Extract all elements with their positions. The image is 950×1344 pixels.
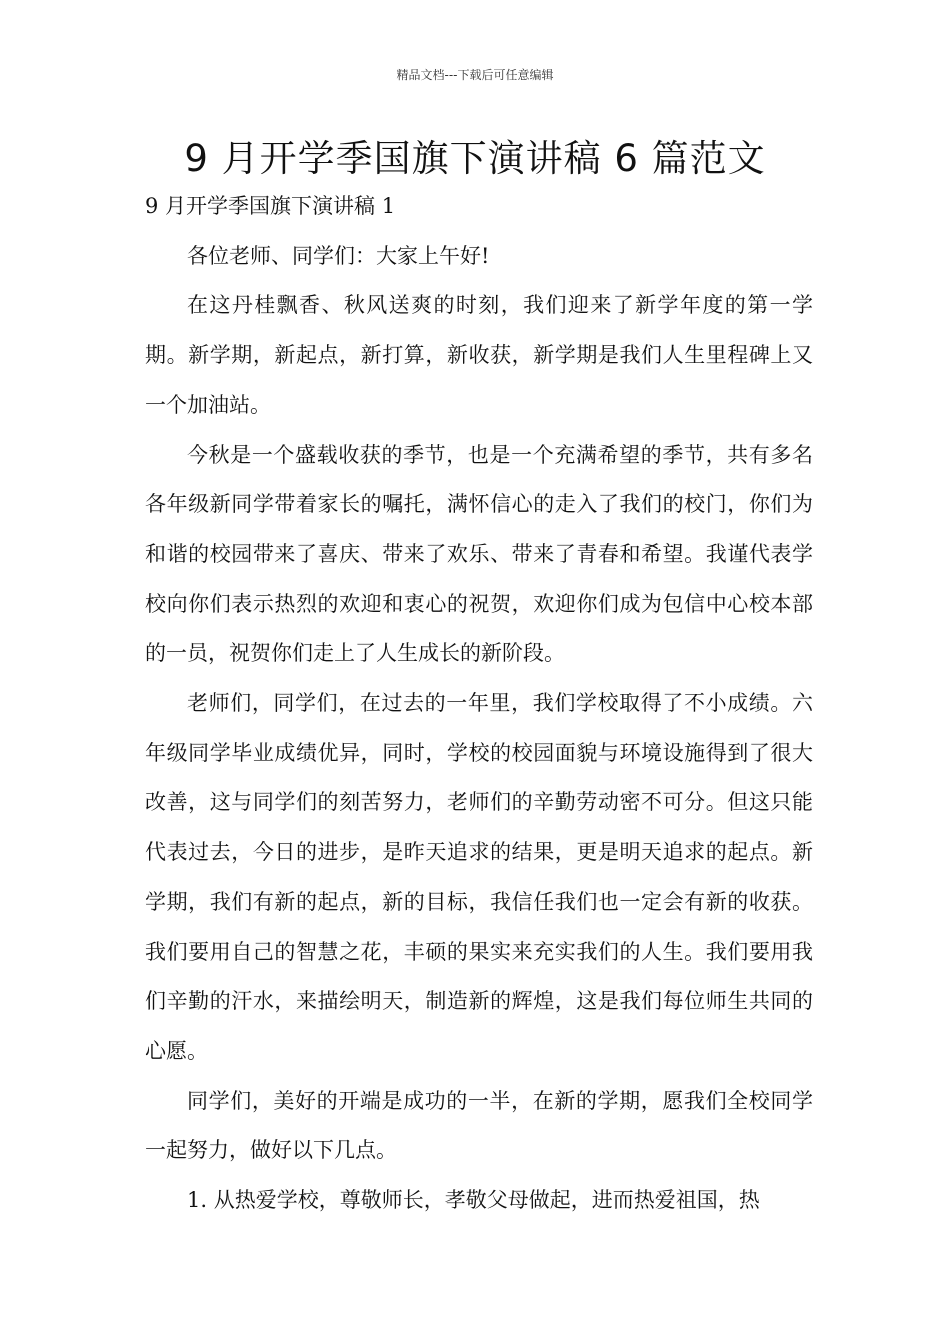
paragraph-greeting: 各位老师、同学们：大家上午好! (187, 243, 490, 268)
document-title: 9 月开学季国旗下演讲稿 6 篇范文 (184, 137, 766, 180)
paragraph-2: 今秋是一个盛载收获的季节，也是一个充满希望的季节，共有多名各年级新同学带着家长的嘱托，满怀信心的走入了我们的校门，你们为和谐的校园带来了喜庆、带来了欢乐、带来了青春和希望。我谨代表学校向你们表示热烈的欢迎和衷心的祝贺，欢迎你们成为包信中心校本部的一员，祝贺你们走上了人生成长的新阶段。 (145, 442, 813, 666)
section-subtitle: 9 月开学季国旗下演讲稿 1 (145, 194, 396, 218)
paragraph-4: 同学们，美好的开端是成功的一半，在新的学期，愿我们全校同学一起努力，做好以下几点。 (145, 1088, 813, 1163)
document-body (145, 182, 813, 1226)
paragraph-1: 在这丹桂飘香、秋风送爽的时刻，我们迎来了新学年度的第一学期。新学期，新起点，新打算，新收获，新学期是我们人生里程碑上又一个加油站。 (145, 293, 813, 417)
paragraph-5: 1. 从热爱学校，尊敬师长，孝敬父母做起，进而热爱祖国，热 (187, 1188, 760, 1213)
paragraph-3: 老师们，同学们，在过去的一年里，我们学校取得了不小成绩。六年级同学毕业成绩优异，同时，学校的校园面貌与环境设施得到了很大改善，这与同学们的刻苦努力，老师们的辛勤劳动密不可分。但这只能代表过去，今日的进步，是昨天追求的结果，更是明天追求的起点。新学期，我们有新的起点，新的目标，我信任我们也一定会有新的收获。我们要用自己的智慧之花，丰硕的果实来充实我们的人生。我们要用我们辛勤的汗水，来描绘明天，制造新的辉煌，这是我们每位师生共同的心愿。 (145, 691, 813, 1063)
header-note: 精品文档---下载后可任意编辑 (396, 68, 554, 82)
